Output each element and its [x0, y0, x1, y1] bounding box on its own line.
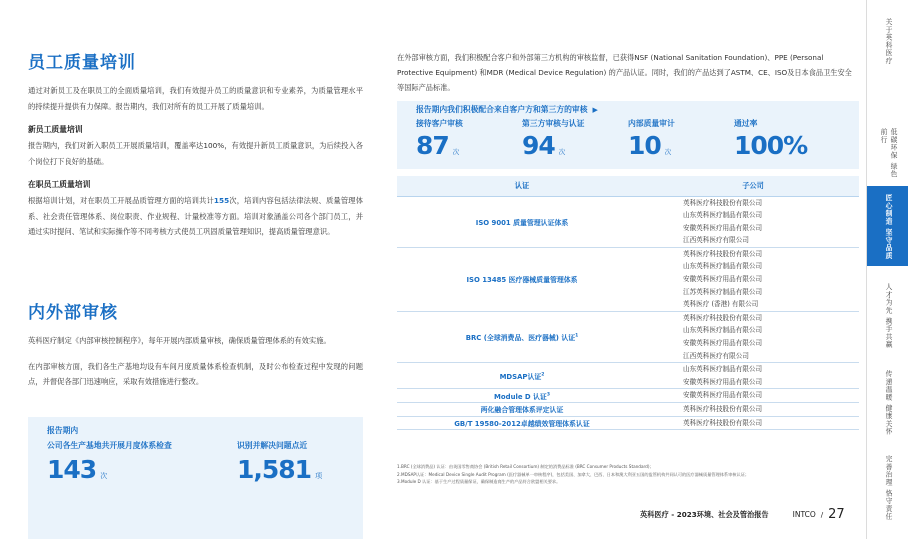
subsidiary-name: 英科医疗科技股份有限公司	[683, 249, 763, 258]
cert-name: Module D 认证	[494, 392, 547, 401]
sidenav-item-label: 传递温暖 健康关怀	[884, 370, 892, 436]
arrow-right-icon: ▶	[592, 105, 598, 114]
new-employee-title: 新员工质量培训	[28, 125, 83, 134]
footnote-marker: 1	[575, 333, 579, 339]
side-navigation	[866, 0, 908, 539]
footnote-marker: 2	[541, 372, 545, 378]
subsidiary-cell	[647, 389, 859, 403]
audit-stat-label: 第三方审核与认证	[522, 119, 585, 128]
footnote-marker: 3	[546, 392, 550, 398]
audit-stats-panel	[397, 101, 859, 169]
stat-label-checks: 公司各生产基地共开展月度体系检查	[47, 441, 172, 450]
footnote: 3.Module D 认证：基于生产过程质量保证，确保制造商生产的产品符合欧盟相关要求。	[397, 479, 561, 484]
training-intro: 通过对新员工及在职员工的全面质量培训，我们有效提升员工的质量意识和专业素养，为质量管理水平的持续提升提供有力保障。报告期内，我们对所有的员工开展了质量培训。	[28, 86, 363, 111]
footnote: 2.MDSAP认证：Medical Device Single Audit Program (医疗器械单一审核程序)，包括美国、加拿大、巴西、日本和澳大利亚五国的监管机构共同认可的医疗器械质量管理体系审核认证；	[397, 471, 750, 477]
table-row	[397, 311, 859, 362]
table-row	[397, 389, 859, 403]
subsidiary-name: 英科医疗 (香港) 有限公司	[683, 300, 759, 309]
subsidiary-name: 山东英科医疗制品有限公司	[683, 326, 763, 335]
stat-label-issues: 识别并解决问题点近	[237, 441, 308, 450]
sidenav-item[interactable]	[867, 455, 908, 521]
audit-stat-value: 94	[522, 131, 555, 160]
monthly-check-stats	[28, 417, 363, 539]
subsidiary-name: 江西英科医疗有限公司	[683, 236, 749, 245]
audit-stat-label: 接待客户审核	[416, 119, 463, 128]
training-title: 员工质量培训	[28, 53, 136, 73]
sidenav-item[interactable]	[867, 186, 908, 266]
audit-stat-item	[628, 118, 734, 160]
cert-name-cell	[397, 389, 647, 403]
audit-stat-unit: 次	[664, 148, 672, 156]
sidenav-item-label: 完善治理 恪守责任	[884, 455, 892, 521]
audit-section	[28, 298, 363, 390]
cert-name: BRC (全球消费品、医疗器械) 认证	[465, 334, 576, 343]
sidenav-item[interactable]	[867, 128, 908, 184]
subsidiary-name: 山东英科医疗制品有限公司	[683, 262, 763, 271]
external-audit-section	[397, 50, 859, 95]
brand-name: INTCO	[792, 510, 816, 519]
footnote: 1.BRC (全球消费品) 认证：由英国零售商协会 (British Retail Consortium) 制定的消费品标准 (BRC Consumer Products Standard)；	[397, 464, 654, 469]
subsidiary-cell	[647, 311, 859, 362]
sidenav-item-label: 匠心制造 坚守品质	[884, 194, 892, 260]
inservice-text-pre: 根据培训计划，对在职员工开展品质管理方面的培训共计	[28, 196, 214, 205]
cert-name: MDSAP认证	[499, 372, 542, 381]
stat-unit-checks: 次	[100, 472, 108, 480]
footnotes	[397, 463, 859, 486]
subsidiary-name: 江西英科医疗有限公司	[683, 351, 749, 360]
cert-name: ISO 13485 医疗器械质量管理体系	[466, 276, 578, 285]
cert-name-cell	[397, 416, 647, 430]
stat-value-issues: 1,581	[237, 455, 312, 484]
audit-stat-item	[734, 118, 840, 160]
inservice-title: 在职员工质量培训	[28, 180, 91, 189]
subsidiary-name: 英科医疗科技股份有限公司	[683, 405, 763, 413]
subsidiary-name: 安徽英科医疗用品有限公司	[683, 377, 763, 386]
audit-stats-grid	[416, 118, 840, 160]
audit-stat-label: 通过率	[734, 119, 758, 128]
subsidiary-cell	[647, 403, 859, 417]
table-row	[397, 247, 859, 311]
audit-stat-value-row	[416, 131, 522, 160]
cert-name-cell	[397, 363, 647, 389]
new-employee-text: 报告期内，我们对新入职员工开展质量培训，覆盖率达100%，有效提升新员工质量意识，为后续投入各个岗位打下良好的基础。	[28, 141, 363, 166]
cert-name: 两化融合管理体系评定认证	[480, 406, 564, 415]
audit-stat-unit: 次	[452, 148, 460, 156]
audit-stat-value: 87	[416, 131, 449, 160]
cert-name-cell	[397, 311, 647, 362]
page-number: 27	[828, 507, 845, 522]
subsidiary-name: 英科医疗科技股份有限公司	[683, 313, 763, 322]
audit-stat-unit: 次	[558, 148, 566, 156]
audit-stat-value-row	[522, 131, 628, 160]
audit-paragraph-1: 英科医疗制定《内部审核控制程序》，每年开展内部质量审核，确保质量管理体系的有效实施。	[28, 336, 331, 345]
subsidiary-name: 安徽英科医疗用品有限公司	[683, 275, 763, 284]
table-row	[397, 363, 859, 389]
subsidiary-name: 山东英科医疗制品有限公司	[683, 365, 763, 374]
inservice-text-post: 次，培训内容包括法律法规、质量管理体系、社会责任管理体系、岗位职责、作业规程、计量校准等方面。培训对象涵盖公司各个部门员工，并通过实时提问、笔试和实际操作等不同考核方式使员工巩固质量管理知识，提高质量管理意识。	[28, 196, 364, 236]
subsidiary-name: 英科医疗科技股份有限公司	[683, 198, 763, 207]
audit-stats-heading	[416, 104, 840, 115]
sidenav-item-label: 人才为先 携手共赢	[884, 283, 892, 349]
sidenav-item[interactable]	[867, 370, 908, 436]
cert-name-cell	[397, 196, 647, 247]
audit-paragraph-2: 在内部审核方面，我们各生产基地均设有车间月度质量体系检查机制，及时公布检查过程中发现的问题点，并督促各部门迅速响应，采取有效措施进行整改。	[28, 361, 363, 386]
subsidiary-name: 安徽英科医疗用品有限公司	[683, 391, 763, 400]
inservice-count: 155	[213, 196, 230, 205]
stat-unit-issues: 项	[315, 472, 323, 480]
audit-stat-value: 100%	[734, 131, 808, 160]
subsidiary-name: 山东英科医疗制品有限公司	[683, 211, 763, 220]
audit-stat-item	[522, 118, 628, 160]
audit-stat-value-row	[628, 131, 734, 160]
audit-title: 内外部审核	[28, 303, 118, 323]
table-row	[397, 196, 859, 247]
sidenav-item-label: 关于英科医疗	[884, 18, 892, 65]
subsidiary-name: 英科医疗科技股份有限公司	[683, 418, 763, 427]
subsidiary-cell	[647, 416, 859, 430]
footer-separator: /	[820, 510, 824, 519]
report-title: 英科医疗 - 2023环境、社会及管治报告	[640, 509, 769, 519]
inservice-text	[28, 193, 363, 240]
subsidiary-name: 安徽英科医疗用品有限公司	[683, 223, 763, 232]
page-footer	[640, 507, 845, 522]
subsidiary-cell	[647, 363, 859, 389]
cert-name: ISO 9001 质量管理认证体系	[475, 218, 569, 227]
training-section	[28, 48, 363, 240]
subsidiary-cell	[647, 196, 859, 247]
audit-stat-value: 10	[628, 131, 661, 160]
cert-name: GB/T 19580-2012卓越绩效管理体系认证	[454, 419, 590, 428]
external-audit-text: 在外部审核方面，我们积极配合客户和外部第三方机构的审核监督，已获得NSF (National Sanitation Foundation)、PPE (Personal Protective Equipment) 和MDR (Medical Device Regulation) 的产品认证。同时，我们的产品达到了ASTM、CE、ISO及日本食品卫生安全等国际产品标准。	[397, 53, 852, 92]
sidenav-item-label: 低碳环保 绿色前行	[879, 128, 897, 178]
audit-stat-label: 内部质量审计	[628, 119, 675, 128]
subsidiary-name: 安徽英科医疗用品有限公司	[683, 339, 763, 348]
cert-name-cell	[397, 247, 647, 311]
sidenav-item[interactable]	[867, 283, 908, 349]
sidenav-item[interactable]	[867, 18, 908, 84]
table-header-subsidiary: 子公司	[647, 176, 859, 196]
cert-name-cell	[397, 403, 647, 417]
audit-stat-item	[416, 118, 522, 160]
subsidiary-name: 江苏英科医疗制品有限公司	[683, 287, 763, 296]
table-row	[397, 403, 859, 417]
certification-table	[397, 176, 859, 430]
audit-stat-value-row	[734, 131, 840, 160]
table-header-cert: 认证	[397, 176, 647, 196]
subsidiary-cell	[647, 247, 859, 311]
stat-value-checks: 143	[47, 455, 97, 484]
audit-stats-heading-text: 报告期内我们积极配合来自客户方和第三方的审核	[416, 105, 588, 114]
stat-heading: 报告期内	[47, 426, 79, 435]
table-row	[397, 416, 859, 430]
